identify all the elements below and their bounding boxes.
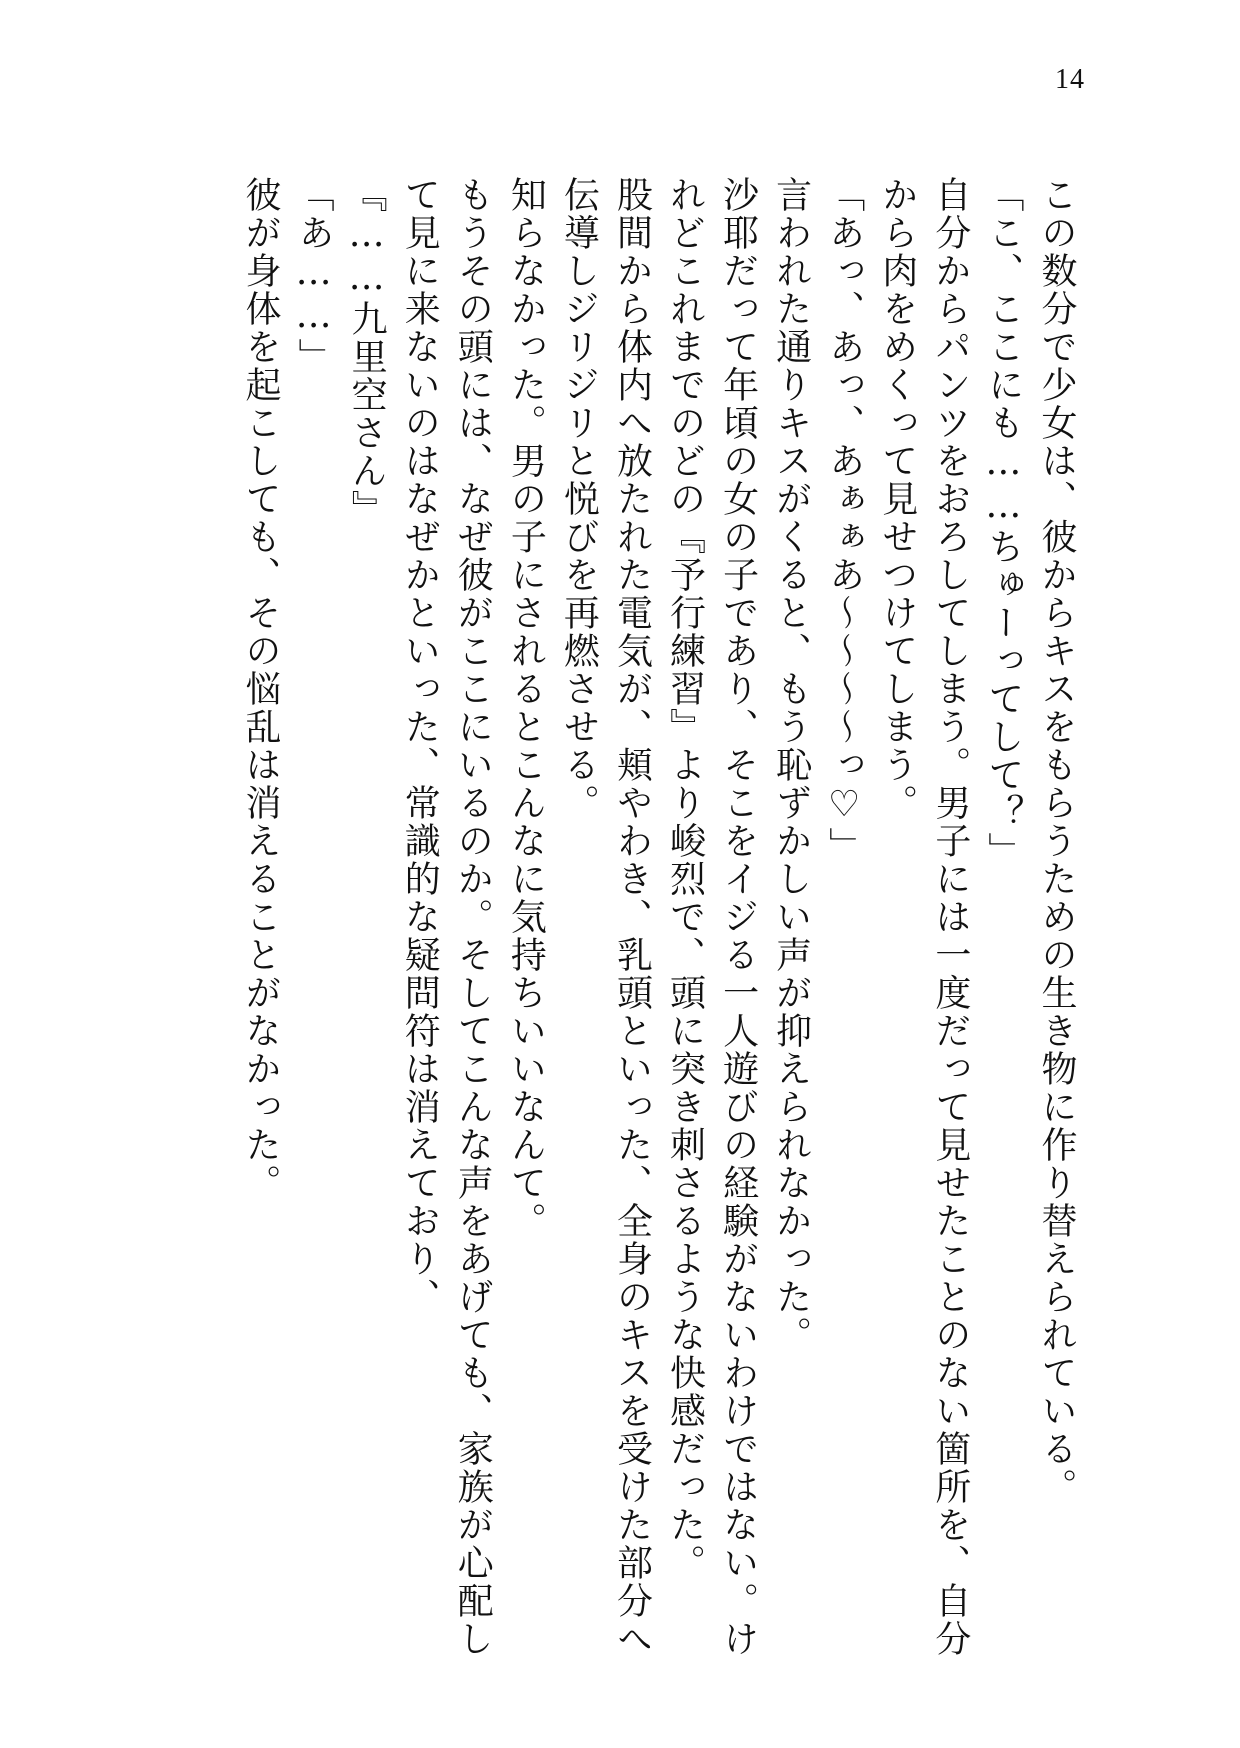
text-line-1: この数分で少女は、彼からキスをもらうための生き物に作り替えられている。 <box>1035 176 1077 1506</box>
text-line-13: て見に来ないのはなぜかといった、常識的な疑問符は消えており、 <box>399 176 441 1316</box>
text-line-5: 「あっ、あっ、あぁぁあ〜〜〜〜っ♡」 <box>823 176 865 865</box>
text-line-15: 「あ……」 <box>293 176 335 376</box>
text-line-16: 彼が身体を起こしても、その悩乱は消えることがなかった。 <box>240 176 281 1202</box>
text-line-9: 股間から体内へ放たれた電気が、頬やわき、乳頭といった、全身のキスを受けた部分へ <box>611 176 653 1658</box>
text-line-12: もうその頭には、なぜ彼がここにいるのか。そしてこんな声をあげても、家族が心配し <box>452 176 494 1658</box>
text-line-4: から肉をめくって見せつけてしまう。 <box>876 176 918 822</box>
page-number: 14 <box>1055 64 1085 95</box>
body-text <box>238 176 1077 1658</box>
text-line-8: れどこれまでのどの『予行練習』より峻烈で、頭に突き刺さるような快感だった。 <box>664 176 706 1582</box>
text-line-3: 自分からパンツをおろしてしまう。男子には一度だって見せたことのない箇所を、自分 <box>929 176 971 1658</box>
text-line-11: 知らなかった。男の子にされるとこんなに気持ちいいなんて。 <box>505 176 547 1240</box>
text-line-10: 伝導しジリジリと悦びを再燃させる。 <box>558 176 600 822</box>
text-line-14: 『……九里空さん』 <box>346 176 388 528</box>
text-line-7: 沙耶だって年頃の女の子であり、そこをイジる一人遊びの経験がないわけではない。け <box>717 176 759 1658</box>
text-line-2: 「こ、ここにも……ちゅーってして？」 <box>982 176 1024 870</box>
text-line-6: 言われた通りキスがくると、もう恥ずかしい声が抑えられなかった。 <box>770 176 812 1354</box>
